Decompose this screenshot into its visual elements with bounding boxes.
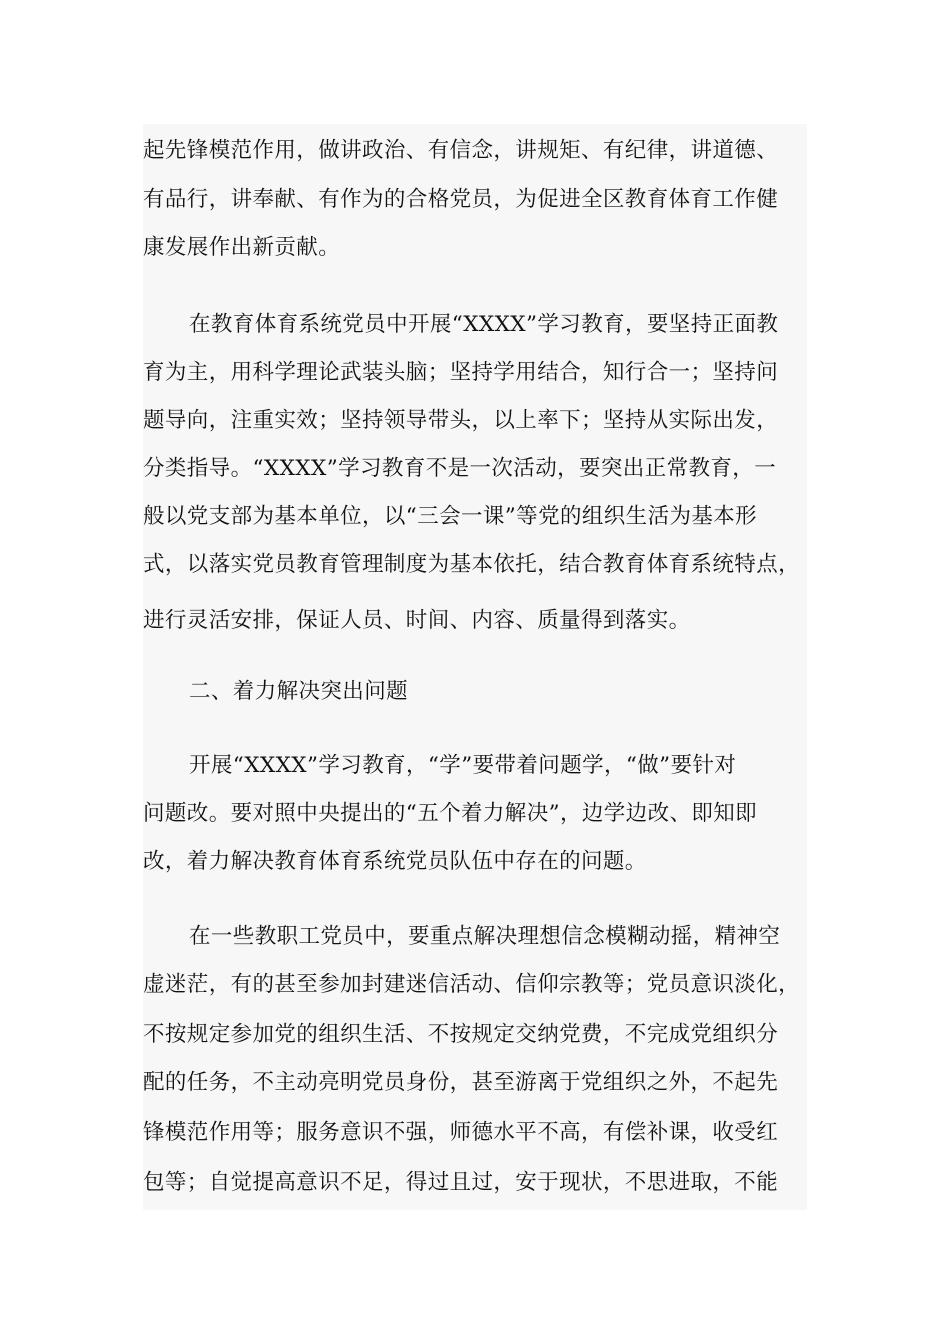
paragraph-line: 在教育体育系统党员中开展“XXXX”学习教育，要坚持正面教 xyxy=(189,312,779,337)
paragraph-line: 有品行，讲奉献、有作为的合格党员，为促进全区教育体育工作健 xyxy=(143,187,779,212)
paragraph-line: 在一些教职工党员中，要重点解决理想信念模糊动摇，精神空 xyxy=(189,924,781,949)
paragraph-line: 起先锋模范作用，做讲政治、有信念，讲规矩、有纪律，讲道德、 xyxy=(143,138,779,163)
paragraph-line: 配的任务，不主动亮明党员身份，甚至游离于党组织之外，不起先 xyxy=(143,1070,779,1095)
paragraph-line: 虚迷茫，有的甚至参加封建迷信活动、信仰宗教等；党员意识淡化， xyxy=(143,972,801,997)
paragraph-line: 康发展作出新贡献。 xyxy=(143,235,341,260)
document-page xyxy=(143,124,807,1210)
paragraph-line: 育为主，用科学理论武装头脑；坚持学用结合，知行合一；坚持问 xyxy=(143,360,779,385)
paragraph-line: 不按规定参加党的组织生活、不按规定交纳党费，不完成党组织分 xyxy=(143,1022,779,1047)
section-heading: 二、着力解决突出问题 xyxy=(189,679,409,704)
paragraph-line: 式，以落实党员教育管理制度为基本依托，结合教育体育系统特点， xyxy=(143,552,801,577)
paragraph-line: 改，着力解决教育体育系统党员队伍中存在的问题。 xyxy=(143,849,647,874)
paragraph-line: 问题改。要对照中央提出的“五个着力解决”，边学边改、即知即 xyxy=(143,801,758,826)
paragraph-line: 题导向，注重实效；坚持领导带头，以上率下；坚持从实际出发， xyxy=(143,408,779,433)
paragraph-line: 锋模范作用等；服务意识不强，师德水平不高，有偿补课，收受红 xyxy=(143,1120,779,1145)
paragraph-line: 包等；自觉提高意识不足，得过且过，安于现状，不思进取，不能 xyxy=(143,1170,779,1195)
paragraph-line: 开展“XXXX”学习教育，“学”要带着问题学，“做”要针对 xyxy=(189,753,737,778)
paragraph-line: 般以党支部为基本单位，以“三会一课”等党的组织生活为基本形 xyxy=(143,504,758,529)
paragraph-line: 分类指导。“XXXX”学习教育不是一次活动，要突出正常教育，一 xyxy=(143,456,777,481)
paragraph-line: 进行灵活安排，保证人员、时间、内容、质量得到落实。 xyxy=(143,608,691,633)
